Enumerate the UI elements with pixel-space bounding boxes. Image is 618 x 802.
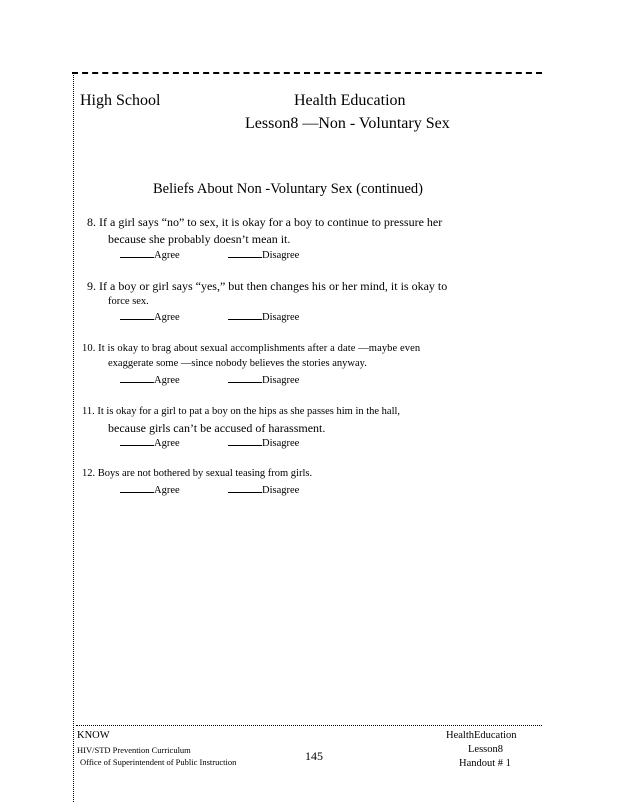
belief-item-8: 8. If a girl says “no” to sex, it is okay for a boy to continue to pressure her (87, 215, 443, 229)
agree-option[interactable]: Agree (120, 311, 180, 323)
disagree-option[interactable]: Disagree (228, 437, 299, 449)
footer-right-handout: Handout # 1 (459, 758, 511, 769)
answer-blank (228, 484, 262, 493)
agree-option[interactable]: Agree (120, 374, 180, 386)
belief-item-11: 11. It is okay for a girl to pat a boy on the hips as she passes him in the hall, (82, 406, 401, 417)
footer-divider (76, 725, 542, 726)
footer-curriculum: HIV/STD Prevention Curriculum (77, 745, 191, 755)
answer-blank (120, 374, 154, 383)
answer-blank (120, 249, 154, 258)
answer-blank (120, 311, 154, 320)
footer-right-lesson: Lesson8 (468, 744, 503, 755)
disagree-option[interactable]: Disagree (228, 249, 299, 261)
footer-office: Office of Superintendent of Public Instruction (80, 757, 237, 767)
disagree-option[interactable]: Disagree (228, 374, 299, 386)
header-school: High School (80, 92, 161, 109)
page-number: 145 (305, 749, 323, 763)
answer-blank (228, 437, 262, 446)
belief-item-11-cont: because girls can’t be accused of harassment. (108, 421, 326, 435)
answer-blank (228, 249, 262, 258)
agree-option[interactable]: Agree (120, 484, 180, 496)
answer-blank (120, 437, 154, 446)
disagree-option[interactable]: Disagree (228, 311, 299, 323)
lesson-title: Lesson8 —Non - Voluntary Sex (245, 115, 450, 132)
answer-blank (120, 484, 154, 493)
belief-item-12: 12. Boys are not bothered by sexual teasing from girls. (82, 468, 313, 479)
top-border (72, 72, 542, 74)
answer-blank (228, 374, 262, 383)
belief-item-8-cont: because she probably doesn’t mean it. (108, 232, 291, 246)
belief-item-10-cont: exaggerate some —since nobody believes the stories anyway. (108, 358, 367, 369)
belief-item-9-cont: force sex. (108, 296, 149, 307)
agree-option[interactable]: Agree (120, 249, 180, 261)
answer-blank (228, 311, 262, 320)
header-subject: Health Education (294, 92, 406, 109)
agree-option[interactable]: Agree (120, 437, 180, 449)
disagree-option[interactable]: Disagree (228, 484, 299, 496)
footer-right-subject: HealthEducation (446, 730, 517, 741)
section-title: Beliefs About Non -Voluntary Sex (continued) (153, 181, 423, 197)
belief-item-10: 10. It is okay to brag about sexual accomplishments after a date —maybe even (82, 343, 421, 354)
belief-item-9: 9. If a boy or girl says “yes,” but then changes his or her mind, it is okay to (87, 279, 448, 293)
footer-know: KNOW (77, 730, 110, 741)
left-border (73, 72, 74, 802)
